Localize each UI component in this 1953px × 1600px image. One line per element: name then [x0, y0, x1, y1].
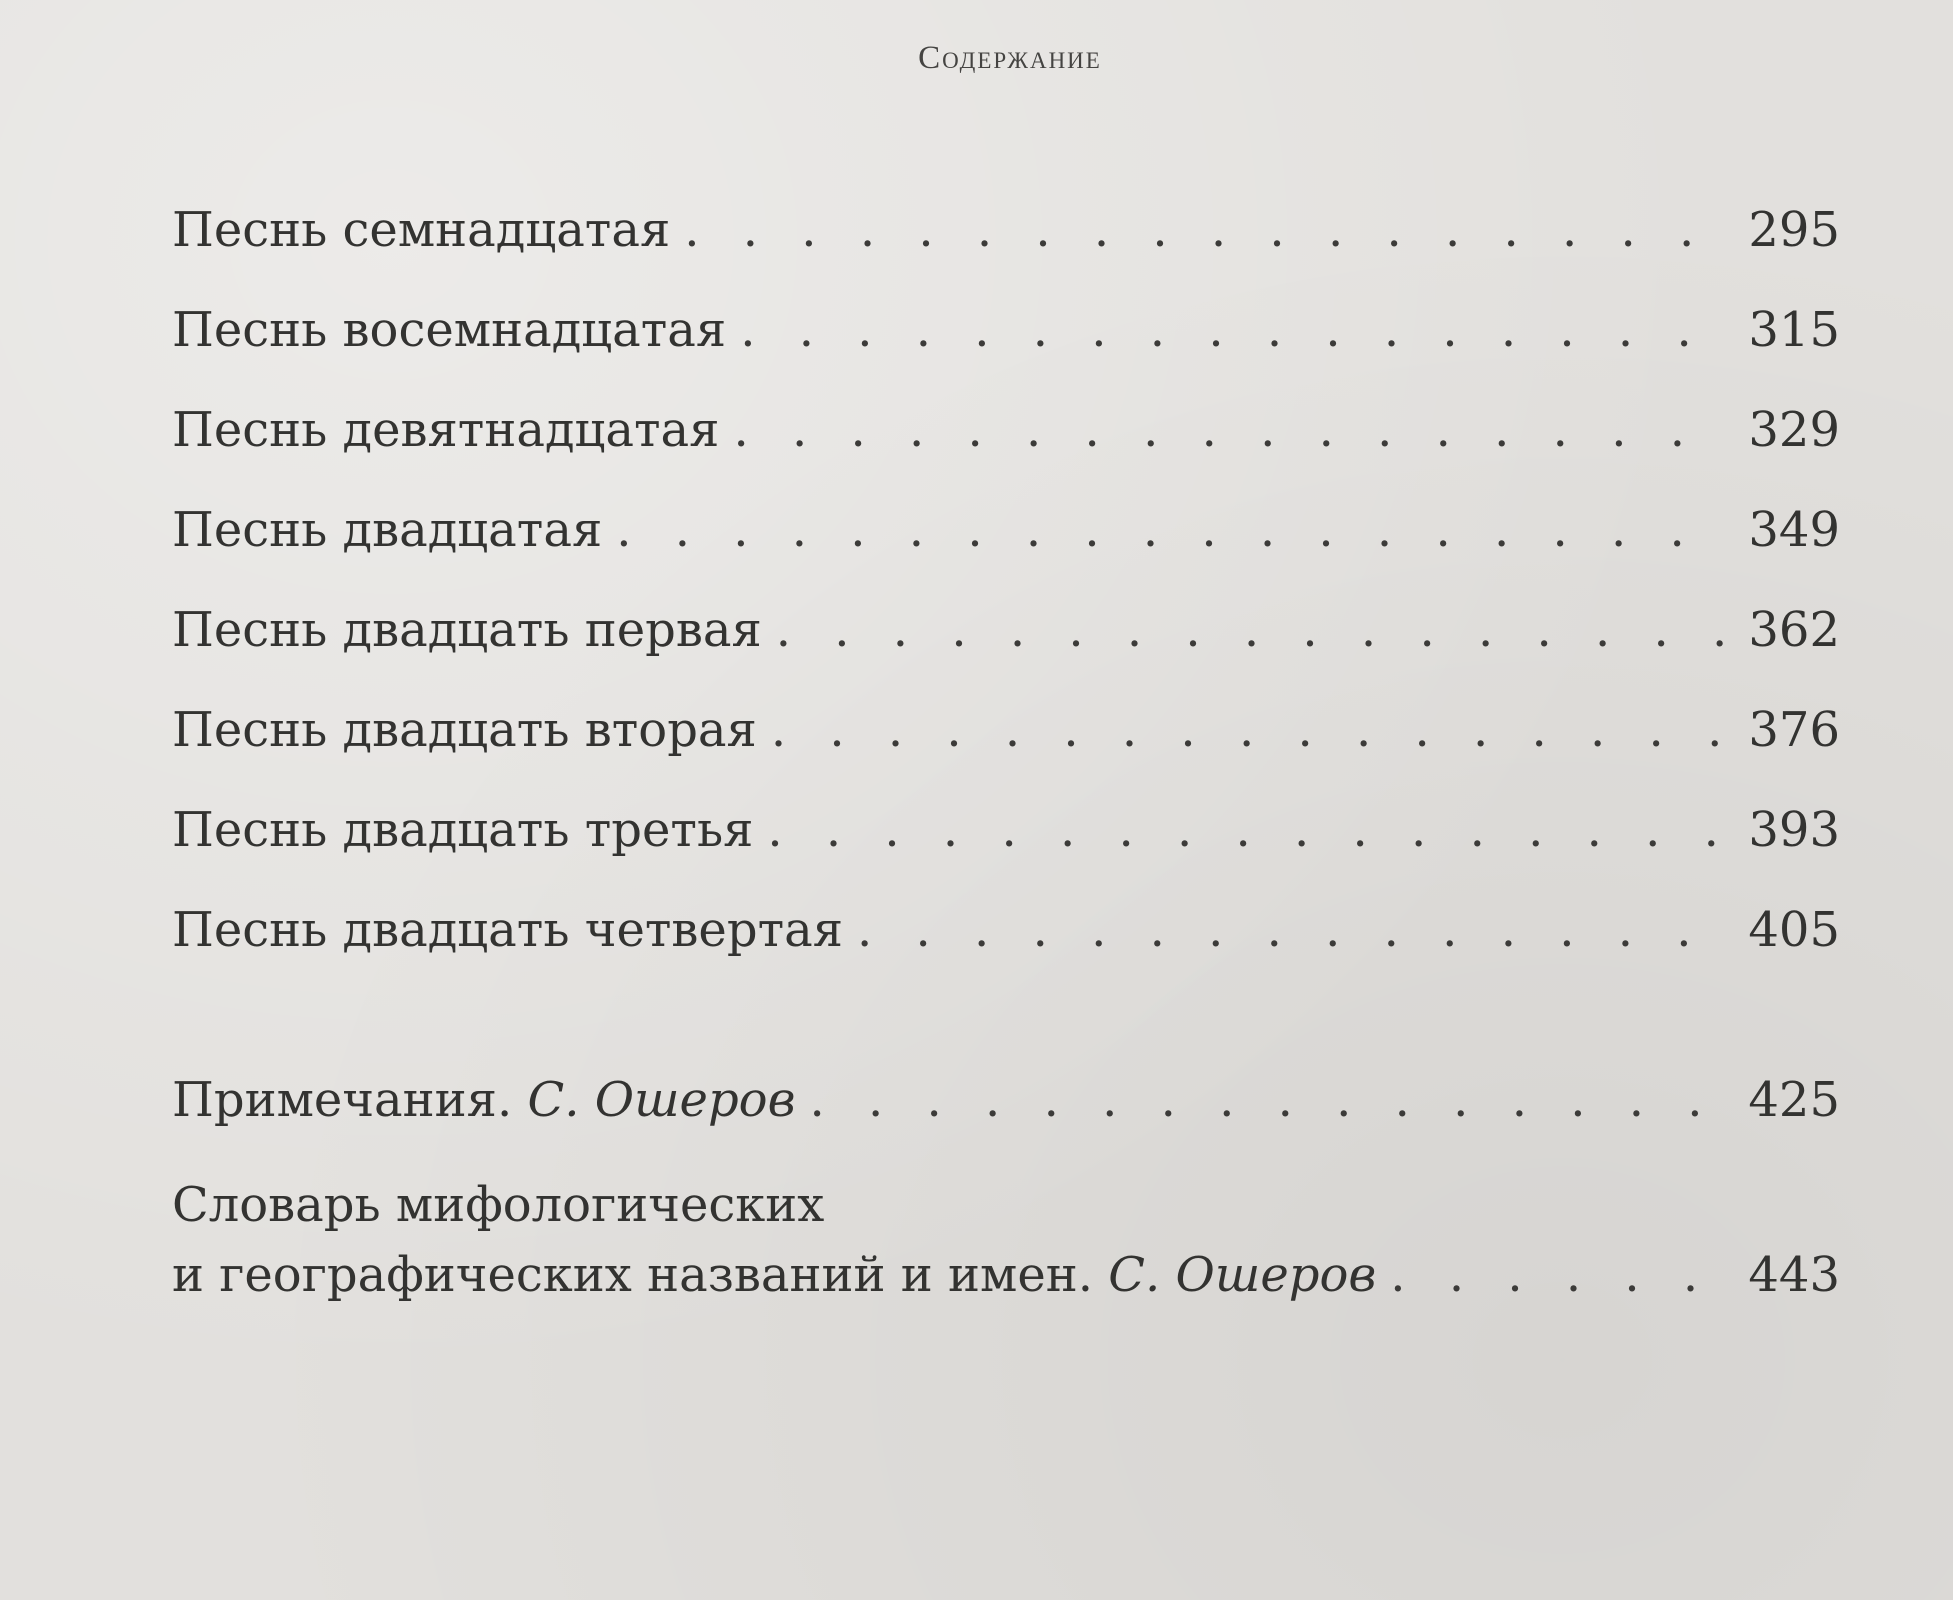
toc-entry-page: 393 — [1748, 802, 1840, 858]
toc-entry — [172, 480, 1840, 580]
notes-author: С. Ошеров — [527, 1072, 796, 1128]
toc-entry — [172, 880, 1840, 980]
toc-entry-title — [172, 1050, 796, 1150]
dot-leader — [857, 880, 1726, 980]
toc-entry-title: Песнь девятнадцатая — [172, 402, 720, 458]
toc-entry — [172, 680, 1840, 780]
dictionary-title-line1: Словарь мифологических — [172, 1177, 825, 1233]
dictionary-author: С. Ошеров — [1108, 1247, 1377, 1303]
toc-entry-title: Песнь двадцать первая — [172, 602, 762, 658]
toc-entry-title: Песнь восемнадцатая — [172, 302, 727, 358]
toc-entry — [172, 280, 1840, 380]
dot-leader — [776, 580, 1726, 680]
toc-entry-page: 443 — [1748, 1247, 1840, 1303]
dot-leader — [771, 680, 1726, 780]
notes-title: Примечания. — [172, 1072, 513, 1128]
dot-leader — [733, 380, 1726, 480]
toc-entry — [172, 780, 1840, 880]
toc-entry-page: 376 — [1748, 702, 1840, 758]
toc-entry-dictionary — [172, 1170, 1840, 1310]
toc-entry-page: 425 — [1748, 1072, 1840, 1128]
toc-entry-title — [172, 1240, 1376, 1310]
toc-entry-page: 362 — [1748, 602, 1840, 658]
toc-entry-page: 315 — [1748, 302, 1840, 358]
dot-leader — [1390, 1240, 1726, 1310]
toc-entry-page: 405 — [1748, 902, 1840, 958]
dictionary-title-line2: и географических названий и имен. — [172, 1247, 1093, 1303]
dot-leader — [684, 180, 1726, 280]
toc-entry-title: Песнь двадцать третья — [172, 802, 754, 858]
toc-entry-page: 349 — [1748, 502, 1840, 558]
toc-entry-page: 329 — [1748, 402, 1840, 458]
dot-leader — [616, 480, 1726, 580]
toc-entry-title: Песнь семнадцатая — [172, 202, 671, 258]
toc-entry-page: 295 — [1748, 202, 1840, 258]
toc-entry-title: Песнь двадцать четвертая — [172, 902, 844, 958]
dot-leader — [767, 780, 1726, 880]
table-of-contents — [172, 180, 1840, 1310]
dot-leader — [740, 280, 1726, 380]
toc-entry-title: Песнь двадцать вторая — [172, 702, 757, 758]
toc-entry — [172, 380, 1840, 480]
toc-entry — [172, 580, 1840, 680]
toc-entry — [172, 180, 1840, 280]
dictionary-line2 — [172, 1240, 1840, 1310]
toc-entry-notes — [172, 1050, 1840, 1150]
dot-leader — [810, 1050, 1727, 1150]
running-head: Содержание — [918, 40, 1102, 76]
toc-entry-title: Песнь двадцатая — [172, 502, 603, 558]
